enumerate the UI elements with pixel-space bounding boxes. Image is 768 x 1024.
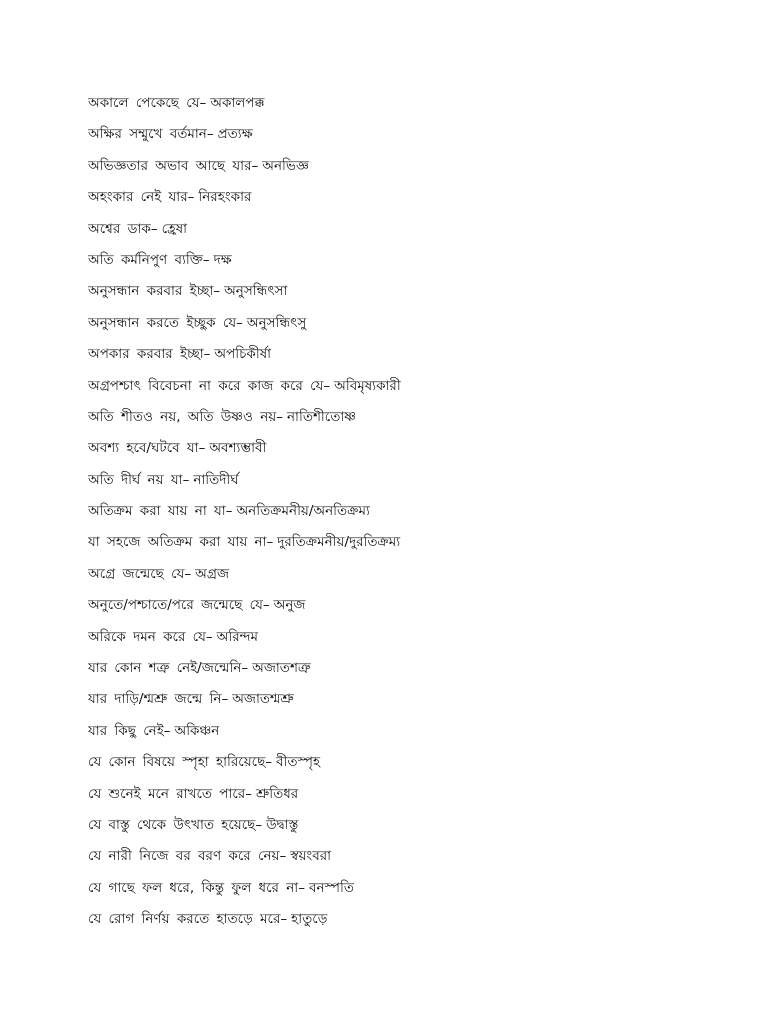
entry-phrase: অনুতে/পশ্চাতে/পরে জন্মেছে যে	[88, 597, 263, 614]
list-item	[88, 747, 738, 778]
entry-word: অনতিক্রমনীয়/অনতিক্রম্য	[236, 503, 370, 520]
entry-phrase: যে কোন বিষয়ে স্পৃহা হারিয়েছে	[88, 754, 266, 771]
entry-separator: –	[198, 440, 206, 457]
list-item	[88, 653, 738, 684]
entry-word: অবশ্যম্ভাবী	[209, 440, 267, 457]
entry-phrase: অবশ্য হবে/ঘটবে যা	[88, 440, 199, 457]
entry-separator: –	[245, 785, 252, 802]
entry-phrase: অশ্বের ডাক	[88, 220, 151, 237]
entry-word: অনুজ	[273, 597, 306, 614]
entry-separator: –	[255, 816, 263, 833]
entry-word: বনস্পতি	[308, 879, 355, 896]
entry-phrase: অরিকে দমন করে যে	[88, 628, 206, 645]
entry-separator: –	[202, 251, 210, 268]
entry-phrase: যা সহজে অতিক্রম করা যায় না	[88, 534, 267, 551]
entry-separator: –	[221, 691, 229, 708]
one-word-substitution-list	[88, 88, 738, 936]
entry-word: নাতিদীর্ঘ	[193, 471, 239, 488]
entry-separator: –	[225, 503, 233, 520]
entry-word: নাতিশীতোষ্ণ	[286, 408, 356, 425]
entry-phrase: যে নারী নিজে বর বরণ করে নেয়	[88, 848, 280, 865]
list-item	[88, 182, 738, 213]
entry-phrase: যার দাড়ি/শ্মশ্রু জন্মে নি	[88, 691, 222, 708]
entry-phrase: অগ্রপশ্চাৎ বিবেচনা না করে কাজ করে যে	[88, 377, 324, 394]
list-item	[88, 527, 738, 558]
entry-word: দুরতিক্রমনীয়/দুরতিক্রম্য	[277, 534, 401, 551]
entry-word: স্বয়ংবরা	[290, 848, 332, 865]
entry-separator: –	[298, 879, 305, 896]
entry-separator: –	[199, 95, 207, 111]
entry-separator: –	[251, 157, 259, 174]
entry-phrase: অতি শীতও নয়, অতি উষ্ণও নয়	[88, 408, 277, 425]
list-item	[88, 810, 738, 841]
entry-phrase: যে রোগ নির্ণয় করতে হাতড়ে মরে	[88, 911, 281, 928]
entry-word: অবিমৃষ্যকারী	[334, 377, 401, 394]
entry-phrase: অতিক্রম করা যায় না যা	[88, 503, 226, 520]
entry-separator: –	[187, 189, 195, 206]
list-item	[88, 245, 738, 276]
list-item	[88, 496, 738, 527]
entry-separator: –	[184, 565, 192, 582]
list-item	[88, 433, 738, 464]
entry-phrase: যার কিছু নেই	[88, 722, 164, 739]
entry-separator: –	[280, 911, 288, 928]
entry-word: অগ্রজ	[195, 565, 230, 582]
entry-separator: –	[203, 346, 211, 363]
entry-word: অরিন্দম	[216, 628, 258, 645]
entry-phrase: যে বাস্তু থেকে উৎখাত হয়েছে	[88, 816, 256, 833]
entry-word: অজাতশত্রু	[252, 660, 311, 677]
entry-phrase: অনুসন্ধান করতে ইচ্ছুক যে	[88, 314, 237, 331]
entry-word: উদ্বাস্তু	[266, 816, 299, 833]
list-item	[88, 465, 738, 496]
list-item	[88, 841, 738, 872]
list-item	[88, 214, 738, 245]
list-item	[88, 402, 738, 433]
list-item	[88, 904, 738, 935]
entry-phrase: অতি কর্মনিপুণ ব্যক্তি	[88, 251, 203, 268]
entry-phrase: যার কোন শত্রু নেই/জন্মেনি	[88, 660, 242, 677]
entry-phrase: যে গাছে ফল ধরে, কিন্তু ফুল ধরে না	[88, 879, 299, 896]
list-item	[88, 119, 738, 150]
entry-separator: –	[182, 471, 190, 488]
entry-separator: –	[213, 283, 221, 300]
entry-separator: –	[265, 754, 273, 771]
entry-separator: –	[206, 126, 214, 143]
list-item	[88, 276, 738, 307]
entry-separator: –	[323, 377, 331, 394]
entry-phrase: অপকার করবার ইচ্ছা	[88, 346, 204, 363]
list-item	[88, 779, 738, 810]
list-item	[88, 371, 738, 402]
list-item	[88, 873, 738, 904]
entry-word: অনুসন্ধিৎসা	[224, 283, 288, 300]
list-item	[88, 716, 738, 747]
entry-separator: –	[279, 848, 287, 865]
list-item	[88, 339, 738, 370]
list-item	[88, 308, 738, 339]
entry-word: অকালপক্ক	[210, 95, 265, 111]
entry-word: অনুসন্ধিৎসু	[246, 314, 307, 331]
entry-separator: –	[236, 314, 243, 331]
entry-phrase: অহংকার নেই যার	[88, 189, 188, 206]
entry-word: হ্রেষা	[161, 220, 188, 237]
entry-separator: –	[262, 597, 270, 614]
entry-phrase: অগ্রে জন্মেছে যে	[88, 565, 185, 582]
list-item	[88, 151, 738, 182]
list-item	[88, 88, 738, 119]
entry-separator: –	[276, 408, 283, 425]
entry-phrase: অকালে পেকেছে যে	[88, 95, 200, 111]
entry-separator: –	[205, 628, 213, 645]
entry-word: হাতুড়ে	[291, 911, 328, 928]
entry-word: অজাতশ্মশ্রু	[232, 691, 294, 708]
entry-separator: –	[241, 660, 249, 677]
entry-separator: –	[266, 534, 274, 551]
list-item	[88, 559, 738, 590]
entry-word: শ্রুতিধর	[255, 785, 299, 802]
entry-phrase: অনুসন্ধান করবার ইচ্ছা	[88, 283, 214, 300]
entry-separator: –	[150, 220, 158, 237]
entry-phrase: অতি দীর্ঘ নয় যা	[88, 471, 183, 488]
entry-phrase: অভিজ্ঞতার অভাব আছে যার	[88, 157, 252, 174]
entry-word: দক্ষ	[213, 251, 232, 268]
entry-word: বীতস্পৃহ	[276, 754, 321, 771]
entry-word: প্রত্যক্ষ	[217, 126, 253, 143]
list-item	[88, 684, 738, 715]
entry-phrase: অক্ষির সম্মুখে বর্তমান	[88, 126, 207, 143]
entry-separator: –	[163, 722, 171, 739]
entry-word: অপচিকীর্ষা	[214, 346, 272, 363]
entry-word: অকিঞ্চন	[174, 722, 220, 739]
entry-word: অনভিজ্ঞ	[262, 157, 309, 174]
entry-word: নিরহংকার	[198, 189, 252, 206]
list-item	[88, 590, 738, 621]
list-item	[88, 622, 738, 653]
entry-phrase: যে শুনেই মনে রাখতে পারে	[88, 785, 246, 802]
